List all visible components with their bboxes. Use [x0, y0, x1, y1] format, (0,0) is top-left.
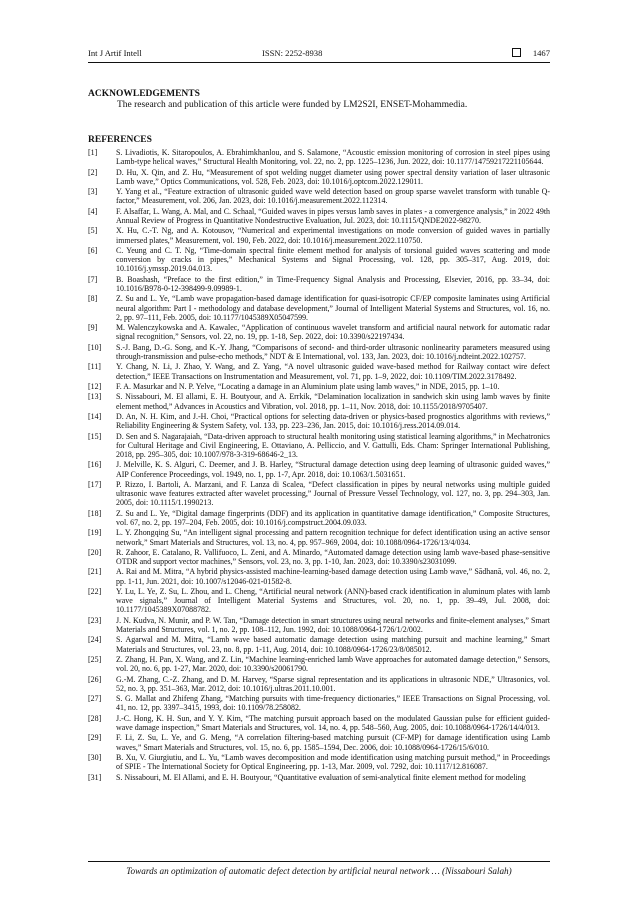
reference-item — [88, 343, 550, 361]
reference-text: S.-J. Bang, D.-G. Song, and K.-Y. Jhang, “Comparisons of second- and third-order ultrasonic nonlinearity parameters measured using through-transmission and pulse-echo methods,” NDT & E International, vol. 133, Jan. 2023, doi: 10.1016/j.ndteint.2022.102757. — [116, 342, 550, 361]
reference-item — [88, 635, 550, 653]
issn: ISSN: 2252-8938 — [262, 48, 323, 58]
reference-item — [88, 460, 550, 478]
reference-item — [88, 412, 550, 430]
reference-item — [88, 362, 550, 380]
reference-text: J.-C. Hong, K. H. Sun, and Y. Y. Kim, “The matching pursuit approach based on the modulated Gaussian pulse for efficient guided-wave damage inspection,” Smart Materials and Structures, vol. 14, no. 4, pp. 548–560, Aug. 2005, doi: 10.1088/0964-1726/14/4/013. — [116, 713, 550, 733]
reference-text: F. Li, Z. Su, L. Ye, and G. Meng, “A correlation filtering-based matching pursuit (CF-MP) for damage identification using Lamb waves,” Smart Materials and Structures, vol. 15, no. 6, pp. 1585–1594, Dec. 2006, doi: 10.1088/0964-1726/15/6/010. — [116, 733, 550, 752]
reference-number: [2] — [88, 167, 98, 177]
reference-item — [88, 773, 550, 782]
reference-text: F. Alsaffar, L. Wang, A. Mal, and C. Schaal, “Guided waves in pipes versus lamb saves in plates - a convergence analysis,” in 2022 49th Annual Review of Progress in Quantitative Nondestructive Evaluation, Jul. 2023, doi: 10.1115/QNDE2022-98270. — [116, 206, 550, 225]
reference-item — [88, 187, 550, 205]
reference-number: [7] — [88, 274, 98, 284]
reference-number: [29] — [88, 733, 102, 743]
reference-text: D. An, N. H. Kim, and J.-H. Choi, “Practical options for selecting data-driven or physics-based prognostics algorithms with reviews,” Reliability Engineering & System Safety, vol. 133, pp. 223–236, Jan. 2015, doi: 10.1016/j.ress.2014.09.014. — [116, 411, 550, 431]
journal-name: Int J Artif Intell — [88, 48, 142, 58]
reference-text: X. Hu, C.-T. Ng, and A. Kotousov, “Numerical and experimental investigations on mode conversion of guided waves in partially immersed plates,” Measurement, vol. 190, Feb. 2022, doi: 10.1016/j.measurement.2022.110750. — [116, 226, 550, 245]
reference-number: [11] — [88, 362, 101, 372]
checkbox-square-icon — [512, 48, 521, 57]
reference-number: [26] — [88, 674, 102, 684]
reference-number: [22] — [88, 587, 102, 597]
reference-number: [19] — [88, 528, 102, 538]
reference-text: Z. Zhang, H. Pan, X. Wang, and Z. Lin, “Machine learning-enriched lamb Wave approaches for automated damage detection,” Sensors, vol. 20, no. 6, pp. 1-27, Mar. 2020, doi: 10.3390/s20061790. — [116, 655, 550, 674]
reference-item — [88, 432, 550, 460]
reference-number: [5] — [88, 226, 98, 236]
reference-number: [20] — [88, 547, 102, 557]
reference-text: J. N. Kudva, N. Munir, and P. W. Tan, “Damage detection in smart structures using neural networks and finite-element analyses,” Smart Materials and Structures, vol. 1, no. 2, pp. 108–112, Jun. 1992, doi: 10.1088/0964-1726/1/2/002. — [116, 615, 550, 635]
reference-text: S. Nissabouri, M. El allami, E. H. Boutyour, and A. Errkik, “Delamination localization in sandwich skin using lamb waves by finite element method,” Advances in Acoustics and Vibration, vol. 2018, pp. 1–11, Nov. 2018, doi: 10.1155/2018/9705407. — [116, 392, 550, 411]
reference-item — [88, 480, 550, 508]
reference-text: F. A. Masurkar and N. P. Yelve, “Locating a damage in an Aluminium plate using lamb waves,” in NDE, 2015, pp. 1–10. — [116, 381, 500, 391]
header-rule — [88, 62, 550, 63]
reference-item — [88, 587, 550, 615]
reference-item — [88, 246, 550, 274]
reference-text: M. Walenczykowska and A. Kawalec, “Application of continuous wavelet transform and artificial naural network for automatic radar signal recognition,” Sensors, vol. 22, no. 19, pp. 1-18, Sep. 2022, doi: 10.3390/s22197434. — [116, 323, 550, 342]
reference-item — [88, 382, 550, 391]
reference-text: L. Y. Zhongqing Su, “An intelligent signal processing and pattern recognition technique for defect identification using an active sensor network,” Smart Materials and Structures, vol. 13, no. 4, pp. 957–969, 2004, doi: 10.1088/0964-1726/13/4/034. — [116, 528, 550, 547]
acknowledgements-heading: ACKNOWLEDGEMENTS — [88, 89, 200, 99]
reference-text: P. Rizzo, I. Bartoli, A. Marzani, and F. Lanza di Scalea, “Defect classification in pipes by neural networks using multiple guided ultrasonic wave features extracted after wavelet processing,” Journal of Pressure Vessel Technology, vol. 127, no. 3, pp. 294–303, Jan. 2005, doi: 10.1115/1.1990213. — [116, 479, 550, 508]
reference-number: [21] — [88, 567, 102, 577]
reference-text: S. Nissabouri, M. El Allami, and E. H. Boutyour, “Quantitative evaluation of semi-analytical finite element method for modeling — [116, 772, 526, 782]
reference-number: [6] — [88, 245, 98, 255]
reference-item — [88, 294, 550, 322]
reference-item — [88, 226, 550, 244]
references-heading: REFERENCES — [88, 135, 152, 145]
reference-item — [88, 392, 550, 410]
reference-item — [88, 733, 550, 751]
reference-number: [30] — [88, 753, 102, 763]
reference-text: S. Livadiotis, K. Sitaropoulos, A. Ebrahimkhanlou, and S. Salamone, “Acoustic emission monitoring of corrosion in steel pipes using Lamb-type helical waves,” Structural Health Monitoring, vol. 22, no. 2, pp. 1225–1236, Jun. 2022, doi: 10.1177/14759217221105644. — [116, 148, 550, 167]
reference-item — [88, 275, 550, 293]
reference-text: G.-M. Zhang, C.-Z. Zhang, and D. M. Harvey, “Sparse signal representation and its applications in ultrasonic NDE,” Ultrasonics, vol. 52, no. 3, pp. 351–363, Mar. 2012, doi: 10.1016/j.ultras.2011.10.001. — [116, 674, 550, 693]
reference-text: A. Rai and M. Mitra, “A hybrid physics-assisted machine-learning-based damage detection using Lamb wave,” Sādhanā, vol. 46, no. 2, pp. 1-11, Jun. 2021, doi: 10.1007/s12046-021-01582-8. — [116, 567, 550, 586]
reference-text: B. Boashash, “Preface to the first edition,” in Time-Frequency Signal Analysis and Processing, Elsevier, 2016, pp. 33–34, doi: 10.1016/B978-0-12-398499-9.09989-1. — [116, 274, 550, 293]
reference-item — [88, 616, 550, 634]
reference-number: [13] — [88, 392, 102, 402]
reference-number: [12] — [88, 381, 102, 391]
reference-number: [10] — [88, 342, 102, 352]
reference-item — [88, 168, 550, 186]
reference-number: [25] — [88, 655, 102, 665]
reference-text: J. Melville, K. S. Alguri, C. Deemer, and J. B. Harley, “Structural damage detection using deep learning of ultrasonic guided waves,” AIP Conference Proceedings, vol. 1949, no. 1, pp. 1-7, Apr. 2018, doi: 10.1063/1.5031651. — [116, 460, 550, 479]
reference-item — [88, 528, 550, 546]
reference-item — [88, 655, 550, 673]
reference-number: [28] — [88, 713, 102, 723]
reference-number: [18] — [88, 508, 102, 518]
reference-number: [4] — [88, 206, 98, 216]
running-header — [88, 48, 550, 62]
reference-text: C. Yeung and C. T. Ng, “Time-domain spectral finite element method for analysis of torsional guided waves scattering and mode conversion by cracks in pipes,” Mechanical Systems and Signal Processing, vol. 128, pp. 305–317, Aug. 2019, doi: 10.1016/j.ymssp.2019.04.013. — [116, 245, 550, 274]
reference-number: [1] — [88, 148, 98, 157]
reference-item — [88, 148, 550, 166]
reference-number: [16] — [88, 460, 102, 470]
reference-number: [24] — [88, 635, 102, 645]
footer-rule — [88, 861, 550, 862]
reference-item — [88, 753, 550, 771]
reference-text: Z. Su and L. Ye, “Digital damage fingerprints (DDF) and its application in quantitative damage identification,” Composite Structures, vol. 67, no. 2, pp. 197–204, Feb. 2005, doi: 10.1016/j.compstruct.2004.09.033. — [116, 508, 550, 527]
reference-text: B. Xu, V. Giurgiutiu, and L. Yu, “Lamb waves decomposition and mode identification using matching pursuit method,” in Proceedings of SPIE - The International Society for Optical Engineering, pp. 1-13, Mar. 2009, vol. 7292, doi: 10.1117/12.816087. — [116, 753, 550, 772]
reference-text: Y. Yang et al., “Feature extraction of ultrasonic guided wave weld detection based on group sparse wavelet transform with tunable Q-factor,” Measurement, vol. 206, Jan. 2023, doi: 10.1016/j.measurement.2022.112314. — [116, 187, 550, 206]
reference-item — [88, 548, 550, 566]
reference-item — [88, 694, 550, 712]
reference-item — [88, 509, 550, 527]
reference-number: [15] — [88, 431, 102, 441]
reference-text: Y. Lu, L. Ye, Z. Su, L. Zhou, and L. Cheng, “Artificial neural network (ANN)-based crack identification in aluminum plates with lamb wave signals,” Journal of Intelligent Material Systems and Structures, vol. 20, no. 1, pp. 39–49, Jul. 2008, doi: 10.1177/1045389X07088782. — [116, 587, 550, 615]
reference-text: D. Hu, X. Qin, and Z. Hu, “Measurement of spot welding nugget diameter using power spectral density variation of laser ultrasonic Lamb wave,” Optics Communications, vol. 528, Feb. 2023, doi: 10.1016/j.optcom.2022.129011. — [116, 167, 550, 186]
page-number-group — [512, 48, 550, 58]
reference-number: [27] — [88, 694, 102, 704]
reference-number: [8] — [88, 294, 98, 304]
reference-number: [17] — [88, 479, 102, 489]
reference-text: Z. Su and L. Ye, “Lamb wave propagation-based damage identification for quasi-isotropic CF/EP composite laminates using Artificial neural algorithm: Part I - methodology and database development,” Journal of Intelligent Material Systems and Structures, vol. 16, no. 2, pp. 97–111, Feb. 2005, doi: 10.1177/1045389X05047599. — [116, 294, 550, 322]
reference-item — [88, 323, 550, 341]
reference-item — [88, 675, 550, 693]
acknowledgements-text: The research and publication of this article were funded by LM2S2I, ENSET-Mohammedia. — [117, 100, 468, 110]
reference-item — [88, 567, 550, 585]
page-number: 1467 — [532, 48, 550, 58]
reference-item — [88, 714, 550, 732]
reference-number: [31] — [88, 772, 102, 782]
reference-number: [23] — [88, 615, 102, 625]
reference-item — [88, 207, 550, 225]
reference-number: [14] — [88, 411, 102, 421]
reference-number: [9] — [88, 323, 98, 333]
reference-text: R. Zahoor, E. Catalano, R. Vallifuoco, L. Zeni, and A. Minardo, “Automated damage detection using lamb wave-based phase-sensitive OTDR and support vector machines,” Sensors, vol. 23, no. 3, pp. 1-10, Jan. 2023, doi: 10.3390/s23031099. — [116, 547, 550, 567]
reference-number: [3] — [88, 187, 98, 197]
reference-text: Y. Chang, N. Li, J. Zhao, Y. Wang, and Z. Yang, “A novel ultrasonic guided wave-based method for Railway contact wire defect detection,” IEEE Transactions on Instrumentation and Measurement, vol. 71, pp. 1–9, 2022, doi: 10.1109/TIM.2022.3178492. — [116, 362, 550, 381]
footer-title: Towards an optimization of automatic defect detection by artificial neural network … (Nissabouri Salah) — [126, 866, 512, 876]
reference-text: S. G. Mallat and Zhifeng Zhang, “Matching pursuits with time-frequency dictionaries,” IEEE Transactions on Signal Processing, vol. 41, no. 12, pp. 3397–3415, 1993, doi: 10.1109/78.258082. — [116, 694, 550, 713]
reference-text: S. Agarwal and M. Mitra, “Lamb wave based automatic damage detection using matching pursuit and machine learning,” Smart Materials and Structures, vol. 23, no. 8, pp. 1-11, Aug. 2014, doi: 10.1088/0964-1726/23/8/085012. — [116, 635, 550, 654]
references-list — [88, 148, 550, 783]
reference-text: D. Sen and S. Nagarajaiah, “Data-driven approach to structural health monitoring using statistical learning algorithms,” in Mechatronics for Cultural Heritage and Civil Engineering, E. Ottaviano, A. Pelliccio, and V. Gattulli, Eds. Cham: Springer International Publishing, 2018, pp. 295–305, doi: 10.1007/978-3-319-68646-2_13. — [116, 431, 550, 459]
